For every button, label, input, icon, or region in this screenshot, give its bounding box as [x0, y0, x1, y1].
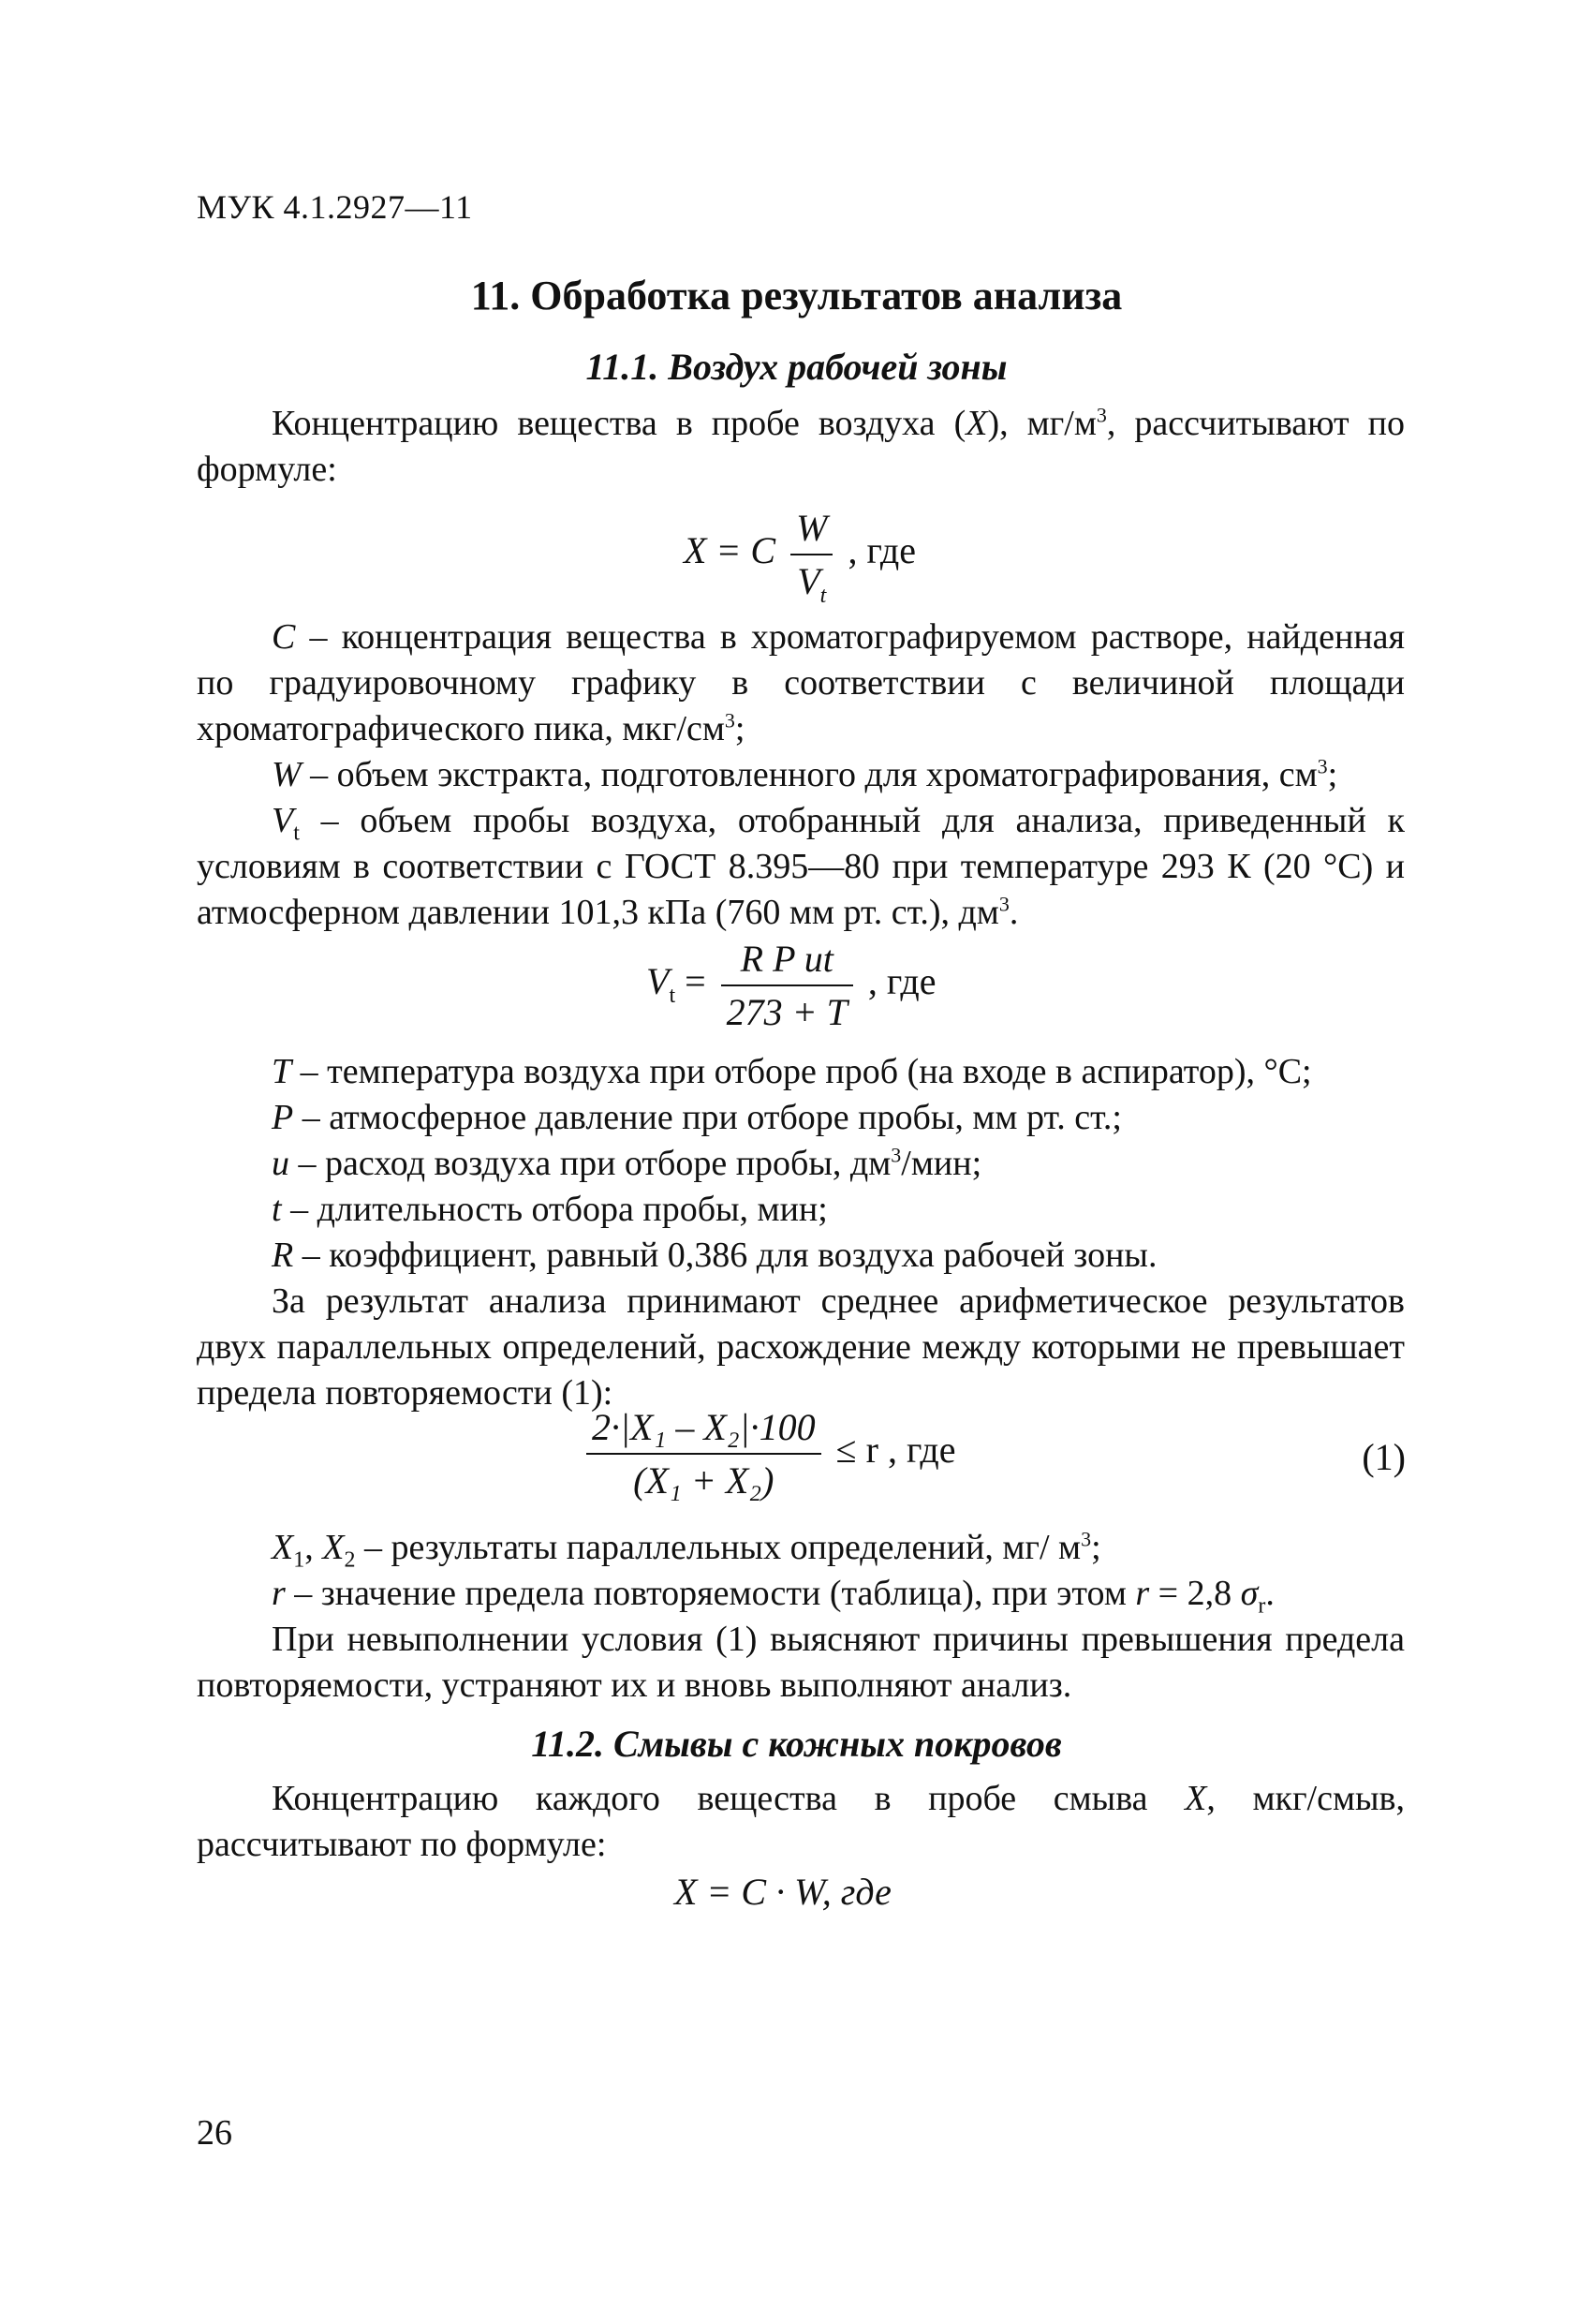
definition-t: t – длительность отбора пробы, мин; — [272, 1190, 828, 1229]
failure-paragraph: При невыполнении условия (1) выясняют причины превышения предела повторяемости, устраняют их и вновь выполняют анализ. — [197, 1620, 1405, 1705]
subsection-title-swabs: 11.2. Смывы с кожных покровов — [531, 1723, 1062, 1765]
fraction: $\frac{\text{2·|X₁ – X₂|·100}}{\text{(X₁ + X₂)}}$ — [586, 1405, 821, 1502]
fraction: $\frac{\text{R P ut}}{273 + T}$ — [721, 937, 853, 1034]
document-code: МУК 4.1.2927—11 — [197, 188, 473, 226]
page-number: 26 — [197, 2113, 232, 2153]
definition-X1-X2: $X_1$, $X_2$ – результаты параллельных определений, мг/ $м^3$; — [272, 1527, 1101, 1573]
definition-P: P – атмосферное давление при отборе пробы, мм рт. ст.; — [272, 1098, 1122, 1137]
definition-u: u – расход воздуха при отборе пробы, $дм^3$/мин; — [272, 1143, 982, 1183]
definition-Vt: $V_t$ – объем пробы воздуха, отобранный для анализа, приведенный к условиям в соответствии с ГОСТ 8.395—80 при температуре 293 К (20 °С) и атмосферном давлении 101,3 кПа (760 мм рт. ст.), $дм^3$. — [197, 801, 1405, 932]
definition-T: T – температура воздуха при отборе проб (на входе в аспиратор), °С; — [272, 1052, 1312, 1091]
fraction: $\frac{W}{V_t}$ — [790, 506, 833, 603]
intro-paragraph: Концентрацию вещества в пробе воздуха (X), $мг/м^3$, рассчитывают по формуле: — [197, 403, 1405, 489]
result-paragraph: За результат анализа принимают среднее арифметическое результатов двух параллельных определений, расхождение между которыми не превышает предела повторяемости (1): — [197, 1281, 1405, 1413]
equation-number: (1) — [1362, 1436, 1406, 1478]
formula-concentration-air: X = C $\frac{W}{V_t}$ , где — [684, 507, 916, 608]
definition-C: C – концентрация вещества в хроматографируемом растворе, найденная по градуировочному графику в соответствии с величиной площади хроматографического пика, мкг/$см^3$; — [197, 617, 1405, 748]
subsection-title-air: 11.1. Воздух рабочей зоны — [585, 346, 1008, 388]
formula-swab: X = C · W, где — [674, 1871, 892, 1913]
section-title: 11. Обработка результатов анализа — [470, 273, 1123, 318]
formula-volume: $V_t$ = $\frac{\text{R P ut}}{273 + T}$ , где — [646, 938, 937, 1033]
definition-R: R – коэффициент, равный 0,386 для воздуха рабочей зоны. — [272, 1236, 1158, 1275]
swab-paragraph: Концентрацию каждого вещества в пробе смыва X, мкг/смыв, рассчитывают по формуле: — [197, 1779, 1405, 1864]
definition-W: W – объем экстракта, подготовленного для хроматографирования, $см^3$; — [272, 754, 1338, 794]
formula-repeatability: $\frac{\text{2·|X₁ – X₂|·100}}{\text{(X₁ + X₂)}}$ ≤ r , где — [581, 1405, 955, 1502]
definition-r: r – значение предела повторяемости (таблица), при этом r = 2,8 $\sigma_r$. — [272, 1574, 1275, 1619]
